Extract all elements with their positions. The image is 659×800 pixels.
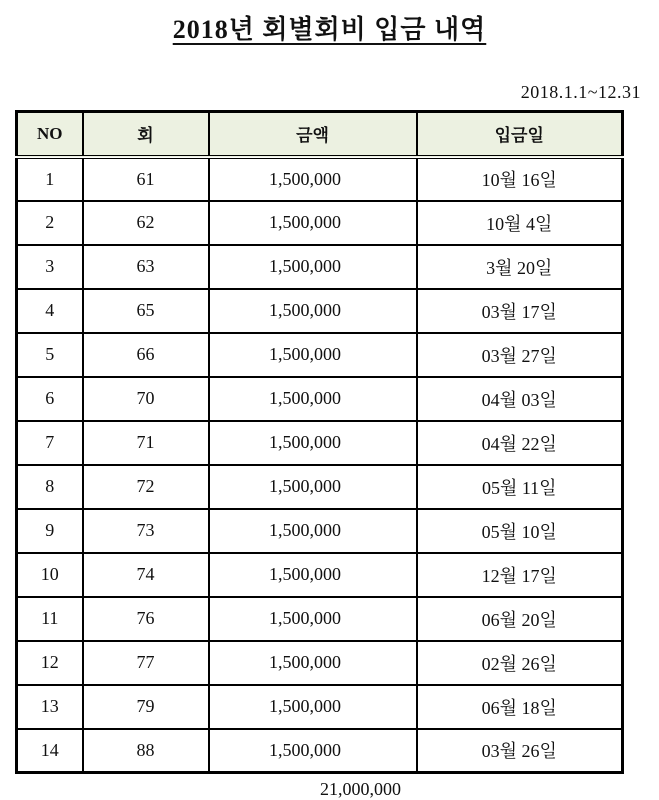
cell-amount: 1,500,000 bbox=[209, 157, 417, 201]
cell-deposit-date: 04월 03일 bbox=[417, 377, 623, 421]
cell-hoe: 74 bbox=[83, 553, 209, 597]
column-header-amount: 금액 bbox=[209, 112, 417, 157]
cell-deposit-date: 10월 4일 bbox=[417, 201, 623, 245]
table-header-row bbox=[17, 112, 623, 157]
cell-no: 3 bbox=[17, 245, 83, 289]
column-header-hoe: 회 bbox=[83, 112, 209, 157]
cell-hoe: 63 bbox=[83, 245, 209, 289]
table-row bbox=[17, 289, 623, 333]
cell-no: 12 bbox=[17, 641, 83, 685]
cell-amount: 1,500,000 bbox=[209, 685, 417, 729]
table-row bbox=[17, 729, 623, 773]
cell-hoe: 65 bbox=[83, 289, 209, 333]
cell-hoe: 76 bbox=[83, 597, 209, 641]
table-row bbox=[17, 509, 623, 553]
cell-no: 13 bbox=[17, 685, 83, 729]
cell-amount: 1,500,000 bbox=[209, 553, 417, 597]
cell-no: 10 bbox=[17, 553, 83, 597]
table-row bbox=[17, 201, 623, 245]
cell-hoe: 88 bbox=[83, 729, 209, 773]
cell-no: 11 bbox=[17, 597, 83, 641]
cell-hoe: 79 bbox=[83, 685, 209, 729]
column-header-no: NO bbox=[17, 112, 83, 157]
cell-amount: 1,500,000 bbox=[209, 245, 417, 289]
date-range: 2018.1.1~12.31 bbox=[520, 82, 641, 102]
cell-amount: 1,500,000 bbox=[209, 641, 417, 685]
cell-hoe: 73 bbox=[83, 509, 209, 553]
cell-hoe: 66 bbox=[83, 333, 209, 377]
cell-deposit-date: 06월 20일 bbox=[417, 597, 623, 641]
cell-deposit-date: 02월 26일 bbox=[417, 641, 623, 685]
cell-amount: 1,500,000 bbox=[209, 201, 417, 245]
cell-hoe: 61 bbox=[83, 157, 209, 201]
total-amount: 21,000,000 bbox=[320, 779, 401, 799]
cell-no: 8 bbox=[17, 465, 83, 509]
cell-amount: 1,500,000 bbox=[209, 289, 417, 333]
cell-no: 14 bbox=[17, 729, 83, 773]
cell-no: 9 bbox=[17, 509, 83, 553]
cell-amount: 1,500,000 bbox=[209, 421, 417, 465]
cell-amount: 1,500,000 bbox=[209, 333, 417, 377]
cell-no: 4 bbox=[17, 289, 83, 333]
cell-deposit-date: 04월 22일 bbox=[417, 421, 623, 465]
cell-deposit-date: 05월 11일 bbox=[417, 465, 623, 509]
table-row bbox=[17, 421, 623, 465]
cell-deposit-date: 3월 20일 bbox=[417, 245, 623, 289]
cell-no: 6 bbox=[17, 377, 83, 421]
table-row bbox=[17, 377, 623, 421]
cell-deposit-date: 03월 17일 bbox=[417, 289, 623, 333]
table-row bbox=[17, 685, 623, 729]
table-row bbox=[17, 641, 623, 685]
cell-amount: 1,500,000 bbox=[209, 597, 417, 641]
cell-no: 2 bbox=[17, 201, 83, 245]
cell-amount: 1,500,000 bbox=[209, 729, 417, 773]
cell-deposit-date: 10월 16일 bbox=[417, 157, 623, 201]
cell-deposit-date: 06월 18일 bbox=[417, 685, 623, 729]
cell-amount: 1,500,000 bbox=[209, 465, 417, 509]
cell-hoe: 71 bbox=[83, 421, 209, 465]
table-row bbox=[17, 465, 623, 509]
cell-hoe: 70 bbox=[83, 377, 209, 421]
page-title: 2018년 회별회비 입금 내역 bbox=[172, 15, 487, 44]
cell-amount: 1,500,000 bbox=[209, 509, 417, 553]
cell-deposit-date: 03월 27일 bbox=[417, 333, 623, 377]
cell-amount: 1,500,000 bbox=[209, 377, 417, 421]
cell-no: 5 bbox=[17, 333, 83, 377]
cell-deposit-date: 12월 17일 bbox=[417, 553, 623, 597]
cell-deposit-date: 05월 10일 bbox=[417, 509, 623, 553]
table-body bbox=[17, 157, 623, 773]
cell-hoe: 77 bbox=[83, 641, 209, 685]
table-row bbox=[17, 597, 623, 641]
cell-deposit-date: 03월 26일 bbox=[417, 729, 623, 773]
table-row bbox=[17, 553, 623, 597]
cell-hoe: 72 bbox=[83, 465, 209, 509]
payment-table bbox=[15, 110, 624, 774]
table-row bbox=[17, 333, 623, 377]
table-row bbox=[17, 157, 623, 201]
cell-hoe: 62 bbox=[83, 201, 209, 245]
table-row bbox=[17, 245, 623, 289]
cell-no: 7 bbox=[17, 421, 83, 465]
column-header-deposit-date: 입금일 bbox=[417, 112, 623, 157]
cell-no: 1 bbox=[17, 157, 83, 201]
